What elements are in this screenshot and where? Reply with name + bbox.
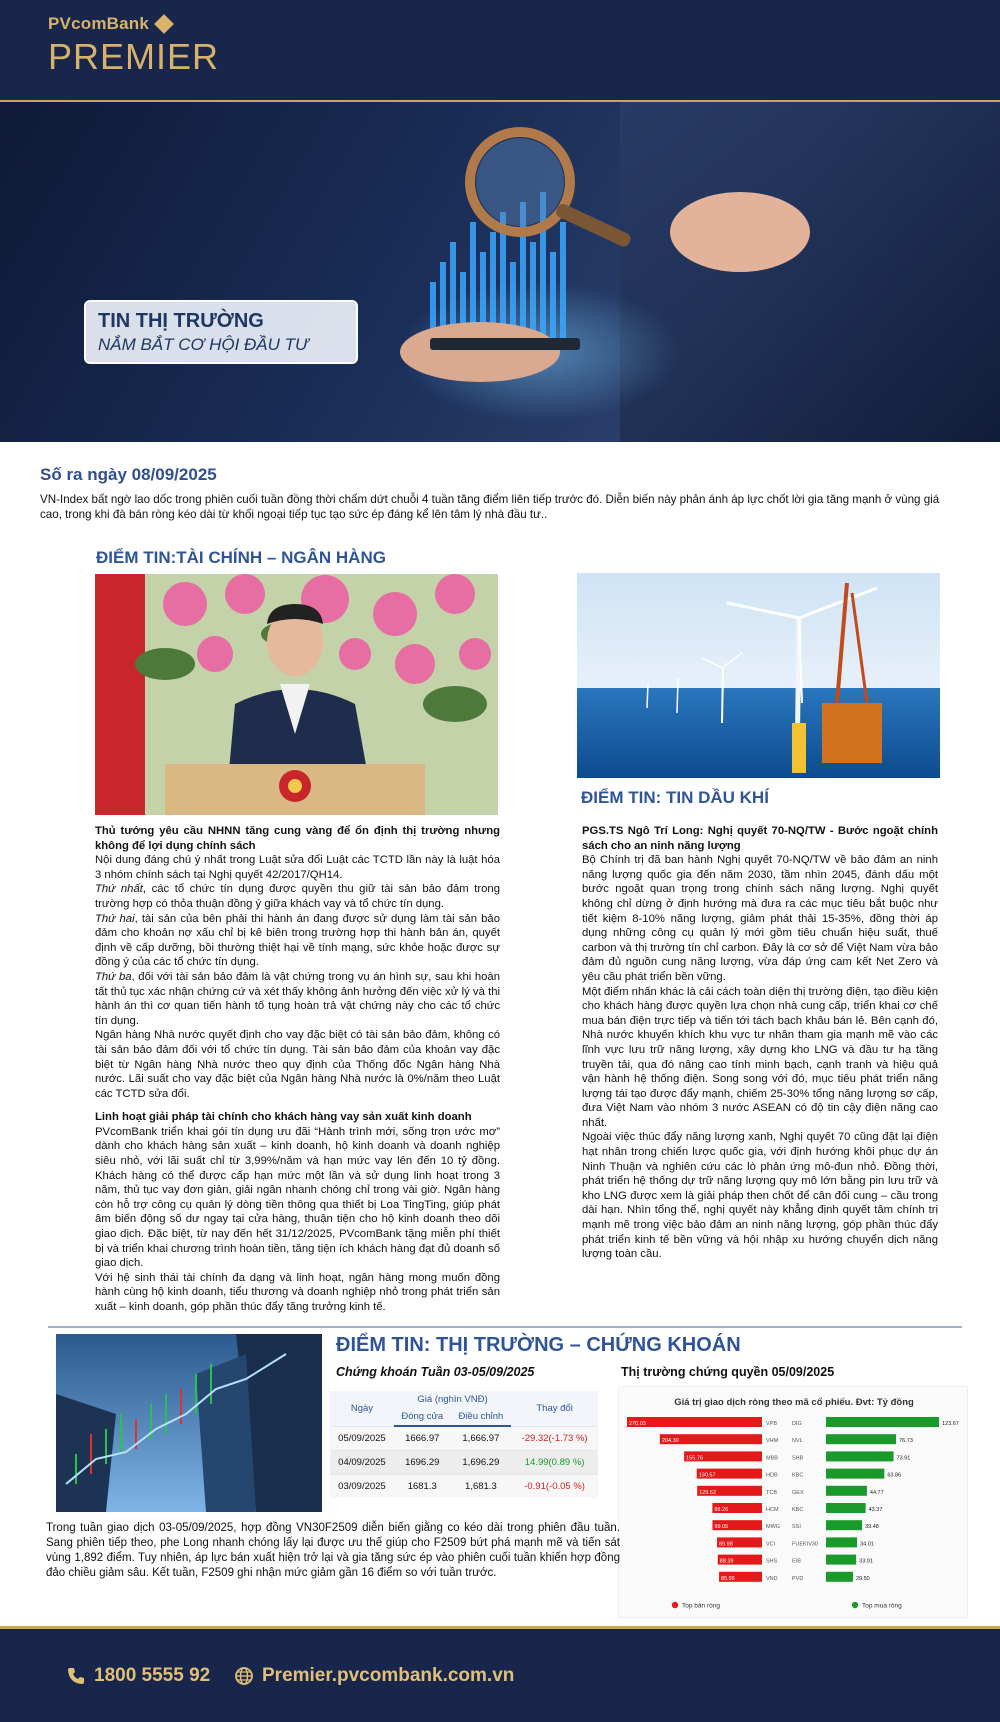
buy-ticker-label: FUEKIV30	[792, 1541, 818, 1548]
buy-bar	[826, 1537, 857, 1547]
buy-value-label: 39.48	[865, 1524, 879, 1531]
buy-ticker-label: DIG	[792, 1421, 802, 1427]
brand-logo[interactable]	[48, 14, 219, 78]
sell-ticker-label: VCI	[766, 1541, 776, 1548]
brand-name-big: PREMIER	[48, 36, 220, 77]
finance-article-1-para-2: Thứ nhất, các tổ chức tín dụng được quyền thu giữ tài sản bảo đảm trong trường hợp có thỏa thuận đồng ý giữa khách vay và tổ chức tín dụng.	[95, 883, 500, 910]
sell-ticker-label: MBB	[766, 1455, 778, 1462]
stock-city-photo	[56, 1334, 322, 1512]
hero-subtitle: NẮM BẮT CƠ HỘI ĐẦU TƯ	[98, 335, 309, 354]
buy-bar	[826, 1434, 896, 1444]
buy-value-label: 44.77	[869, 1489, 884, 1496]
sell-bar	[627, 1417, 762, 1427]
footer-phone-label: 1800 5555 92	[94, 1665, 211, 1686]
oil-article	[582, 824, 938, 1262]
legend-buy-label: Top mua ròng	[862, 1602, 902, 1610]
hero-illustration	[0, 102, 1000, 442]
finance-heading: ĐIỂM TIN:TÀI CHÍNH – NGÂN HÀNG	[96, 548, 386, 567]
cell-date: 05/09/2025	[330, 1426, 394, 1451]
buy-ticker-label: GEX	[792, 1489, 804, 1496]
sell-ticker-label: VND	[766, 1575, 778, 1582]
issue-intro: VN-Index bất ngờ lao dốc trong phiên cuối tuần đồng thời chấm dứt chuỗi 4 tuần tăng điểm liên tiếp trước đó. Diễn biến này phản ánh áp lực chốt lời gia tăng mạnh ở vùng giá cao, trong khi đà bán ròng kéo dài từ khối ngoại tiếp tục tạo sức ép đáng kể lên tâm lý nhà đầu tư..	[40, 493, 940, 521]
oil-article-para-2: Một điểm nhấn khác là cải cách toàn diện thị trường điện, tạo điều kiện cho khách hàng được quyền lựa chọn nhà cung cấp, triển khai cơ chế mua bán điện trực tiếp và tiến tới tách bạch khâu bán lẻ. Bên cạnh đó, Nhà nước khuyến khích khu vực tư nhân tham gia mạnh mẽ vào các lĩnh vực lưu trữ năng lượng, xây dựng kho LNG và đầu tư hạ tầng truyền tải, qua đó nâng cao tính minh bạch, cạnh tranh và hiệu quả vận hành hệ thống điện. Song song với đó, mục tiêu phát triển năng lượng tái tạo được đẩy mạnh, chiếm 25-30% tổng năng lượng sơ cấp, đưa Việt Nam vào nhóm 3 nước ASEAN có độ tin cậy điện năng cao nhất.	[582, 985, 938, 1129]
warrant-chart-title: Thị trường chứng quyền 05/09/2025	[621, 1365, 835, 1379]
sell-ticker-label: HCM	[766, 1507, 779, 1513]
buy-bar	[826, 1417, 939, 1427]
buy-value-label: 63.86	[887, 1472, 902, 1479]
cell-close: 1666.97	[394, 1426, 451, 1451]
hero-title: TIN THỊ TRƯỜNG	[98, 310, 264, 332]
buy-ticker-label: SSI	[792, 1524, 801, 1531]
globe-icon	[234, 1666, 254, 1686]
table-row	[330, 1426, 598, 1451]
sell-value-label: 129.62	[699, 1489, 717, 1496]
chart-title: Giá trị giao dịch ròng theo mã cổ phiếu. Đvt: Tỷ đồng	[674, 1397, 914, 1408]
sell-ticker-label: MWG	[766, 1524, 781, 1531]
sell-value-label: 155.76	[686, 1455, 703, 1462]
cell-date: 03/09/2025	[330, 1475, 394, 1499]
sell-value-label: 88.39	[719, 1558, 734, 1565]
buy-value-label: 33.01	[859, 1558, 873, 1565]
sell-value-label: 99.26	[714, 1507, 729, 1513]
footer-bar	[0, 1629, 1000, 1722]
table-row	[330, 1475, 598, 1499]
cell-close: 1696.29	[394, 1451, 451, 1475]
oil-article-title: PGS.TS Ngô Trí Long: Nghị quyết 70-NQ/TW - Bước ngoặt chính sách cho an ninh năng lượng	[582, 825, 938, 852]
buy-ticker-label: SHB	[792, 1455, 804, 1462]
stock-heading: ĐIỂM TIN: THỊ TRƯỜNG – CHỨNG KHOÁN	[336, 1334, 741, 1356]
table-row	[330, 1451, 598, 1475]
finance-article-1	[95, 824, 500, 1315]
net-trade-chart	[618, 1386, 968, 1618]
buy-value-label: 29.50	[855, 1575, 870, 1582]
oil-article-para-3: Ngoài việc thúc đẩy năng lượng xanh, Nghị quyết 70 cũng đặt lại điện hạt nhân trong chiến lược quốc gia, với định hướng khôi phục dự án Ninh Thuận và nghiên cứu các lò phản ứng mô-đun nhỏ. Đồng thời, phát triển hệ thống dự trữ năng lượng quy mô lớn bằng pin lưu trữ và kho LNG được xem là giải pháp then chốt để cân đối cung – cầu trong dài hạn. Nhìn tổng thể, nghị quyết này khẳng định quyết tâm chính trị mạnh mẽ trong việc bảo đảm an ninh năng lượng, góp phần thúc đẩy phát triển kinh tế bền vững và hội nhập xu hướng chuyển dịch năng lượng toàn cầu.	[582, 1131, 938, 1261]
cell-adj: 1,666.97	[451, 1426, 512, 1451]
hero-title-box	[84, 300, 358, 364]
finance-article-1-title: Thủ tướng yêu cầu NHNN tăng cung vàng để ổn định thị trường nhưng không để lợi dụng chính sách	[95, 825, 500, 852]
sell-value-label: 89.98	[719, 1541, 733, 1548]
footer-website[interactable]	[234, 1665, 514, 1687]
hero-banner	[0, 102, 1000, 442]
sell-ticker-label: SHS	[766, 1558, 778, 1565]
buy-bar	[826, 1469, 884, 1479]
legend-sell-label: Top bán ròng	[682, 1602, 720, 1610]
finance-article-1-para-1: Nội dung đáng chú ý nhất trong Luật sửa đổi Luật các TCTD lần này là luật hóa 3 nhóm chính sách tại Nghị quyết 42/2017/QH14.	[95, 854, 500, 881]
cell-change: -29.32(-1.73 %)	[511, 1426, 598, 1451]
buy-value-label: 123.67	[942, 1421, 959, 1427]
buy-value-label: 76.73	[899, 1438, 913, 1445]
logo-diamond-icon	[154, 14, 174, 34]
finance-article-2-para-2: Với hệ sinh thái tài chính đa dạng và linh hoạt, ngân hàng mong muốn đồng hành cùng hộ kinh doanh, tiểu thương và doanh nghiệp nhỏ trong phát triển sản xuất – kinh doanh, góp phần thúc đẩy tăng trưởng kinh tế.	[95, 1271, 500, 1313]
buy-ticker-label: NVL	[792, 1438, 803, 1445]
cell-close: 1681.3	[394, 1475, 451, 1499]
sell-value-label: 204.30	[661, 1438, 679, 1445]
cell-adj: 1,681.3	[451, 1475, 512, 1499]
cell-adj: 1,696.29	[451, 1451, 512, 1475]
sell-value-label: 270.03	[629, 1421, 646, 1427]
sell-value-label: 130.57	[698, 1472, 716, 1479]
legend-sell-marker	[672, 1602, 678, 1608]
phone-icon	[66, 1666, 86, 1686]
buy-bar	[826, 1451, 894, 1461]
header-bar	[0, 0, 1000, 100]
col-change-header: Thay đổi	[511, 1391, 598, 1426]
buy-bar	[826, 1555, 856, 1565]
buy-bar	[826, 1520, 862, 1530]
footer-website-label: Premier.pvcombank.com.vn	[262, 1665, 515, 1686]
section-divider	[48, 1326, 962, 1328]
sell-ticker-label: VHM	[766, 1438, 779, 1445]
finance-article-1-para-4: Thứ ba, đối với tài sản bảo đảm là vật chứng trong vụ án hình sự, sau khi hoàn tất thủ tục xác nhận chứng cứ và xét thấy không ảnh hưởng đến việc xử lý và thi hành án thì cơ quan tiến hành tố tụng hoàn trả vật chứng này cho các tổ chức tín dụng.	[95, 970, 500, 1027]
sell-ticker-label: TCB	[766, 1489, 777, 1496]
stock-summary: Trong tuần giao dịch 03-05/09/2025, hợp đồng VN30F2509 diễn biến giằng co kéo dài trong phiên đầu tuần. Sang phiên tiếp theo, phe Long nhanh chóng lấy lại được ưu thế giúp cho F2509 bứt phá mạnh mẽ và tiến sát vùng 1,892 điểm. Tuy nhiên, áp lực bán xuất hiện trở lại và gia tăng sức ép vào phiên cuối tuần khiến hợp đồng đảo chiều giảm sâu. Kết tuần, F2509 ghi nhận mức giảm gần 16 điểm so với tuần trước.	[46, 1522, 620, 1579]
buy-value-label: 43.37	[868, 1507, 883, 1513]
stock-table-title: Chứng khoán Tuần 03-05/09/2025	[336, 1365, 535, 1379]
finance-article-1-para-5: Ngân hàng Nhà nước quyết định cho vay đặc biệt có tài sản bảo đảm, không có tài sản bảo đảm đối với tổ chức tín dụng. Tài sản bảo đảm của khoản vay đặc biệt từ Ngân hàng Nhà nước theo quy định của Thống đốc Ngân hàng Nhà nước. Lãi suất cho vay đặc biệt của Ngân hàng Nhà nước là 0%/năm theo Luật các TCTD sửa đổi.	[95, 1029, 500, 1100]
oil-heading: ĐIỂM TIN: TIN DẦU KHÍ	[581, 788, 769, 807]
stock-weekly-table	[330, 1391, 598, 1498]
finance-article-1-para-3: Thứ hai, tài sản của bên phải thi hành án đang được sử dụng làm tài sản bảo đảm cho khoản nợ xấu chỉ bị kê biên trong trường hợp thi hành bản án, quyết định về cấp dưỡng, bồi thường thiệt hại về tính mạng, sức khỏe hoặc được sự đồng ý của các tổ chức tín dụng.	[95, 912, 500, 969]
sell-ticker-label: VPB	[766, 1421, 778, 1427]
col-close-header: Đóng cửa	[394, 1408, 451, 1426]
buy-ticker-label: EIB	[792, 1558, 801, 1565]
net-trade-chart-svg	[619, 1387, 969, 1619]
buy-bar	[826, 1486, 867, 1496]
buy-ticker-label: KBC	[792, 1507, 804, 1513]
legend-buy-marker	[852, 1602, 858, 1608]
brand-name-small: PVcomBank	[48, 14, 219, 34]
buy-bar	[826, 1503, 866, 1513]
buy-value-label: 34.01	[860, 1541, 874, 1548]
cell-change: -0.91(-0.05 %)	[511, 1475, 598, 1499]
buy-value-label: 73.91	[896, 1455, 911, 1462]
sell-value-label: 85.95	[721, 1575, 735, 1582]
sell-ticker-label: HDB	[766, 1472, 778, 1479]
col-adj-header: Điều chỉnh	[451, 1408, 512, 1426]
oil-article-para-1: Bộ Chính trị đã ban hành Nghị quyết 70-NQ/TW về bảo đảm an ninh năng lượng quốc gia đến năm 2030, tầm nhìn 2045, đánh dấu một bước ngoặt quan trọng trong chính sách năng lượng. Nghị quyết không chỉ dừng ở định hướng mà đưa ra các mục tiêu bắt buộc như tiết kiệm 8-10% năng lượng, giảm phát thải 15-35%, đồng thời áp dụng những công cụ quản lý mới gồm tiêu chuẩn hiệu suất, thuế carbon và thị trường tín chỉ carbon. Đây là cơ sở để Việt Nam vừa bảo đảm đủ nguồn cung năng lượng, vừa đáp ứng cam kết Net Zero và yêu cầu phát triển bền vững.	[582, 854, 938, 983]
cell-date: 04/09/2025	[330, 1451, 394, 1475]
col-price-header: Giá (nghìn VNĐ)	[394, 1391, 511, 1408]
buy-ticker-label: KBC	[792, 1472, 804, 1479]
wind-turbine-photo	[577, 573, 940, 778]
finance-article-2-para-1: PVcomBank triển khai gói tín dụng ưu đãi “Hành trình mới, sống trọn ước mơ” dành cho khách hàng sản xuất – kinh doanh, hộ kinh doanh và doanh nghiệp siêu nhỏ, với lãi suất chỉ từ 3,99%/năm và hạn mức vay lên đến 10 tỷ đồng. Khách hàng có thể được cấp hạn mức một lần và sử dụng linh hoạt trong 3 năm, thủ tục vay đơn giản, giải ngân nhanh chóng chỉ trong vài giờ. Ngân hàng còn hỗ trợ công cụ quản lý dòng tiền thông qua thiết bị Loa TingTing, giúp phát âm biến động số dư ngay tại cửa hàng, thuận tiện cho hộ kinh doanh theo dõi giao dịch. Đặc biệt, từ nay đến hết 31/12/2025, PVcomBank tặng miễn phí thiết bị và triển khai chương trình hoàn tiền, tăng tiện ích khách hàng đạt đủ doanh số giao dịch.	[95, 1125, 500, 1270]
issue-date: Số ra ngày 08/09/2025	[40, 465, 217, 484]
finance-article-2-title: Linh hoạt giải pháp tài chính cho khách hàng vay sản xuất kinh doanh	[95, 1111, 472, 1124]
sell-value-label: 99.05	[714, 1524, 729, 1531]
buy-ticker-label: PVD	[792, 1575, 804, 1582]
col-date-header: Ngày	[330, 1391, 394, 1426]
buy-bar	[826, 1572, 853, 1582]
footer-phone[interactable]	[66, 1665, 210, 1687]
cell-change: 14.99(0.89 %)	[511, 1451, 598, 1475]
pm-photo	[95, 574, 498, 815]
